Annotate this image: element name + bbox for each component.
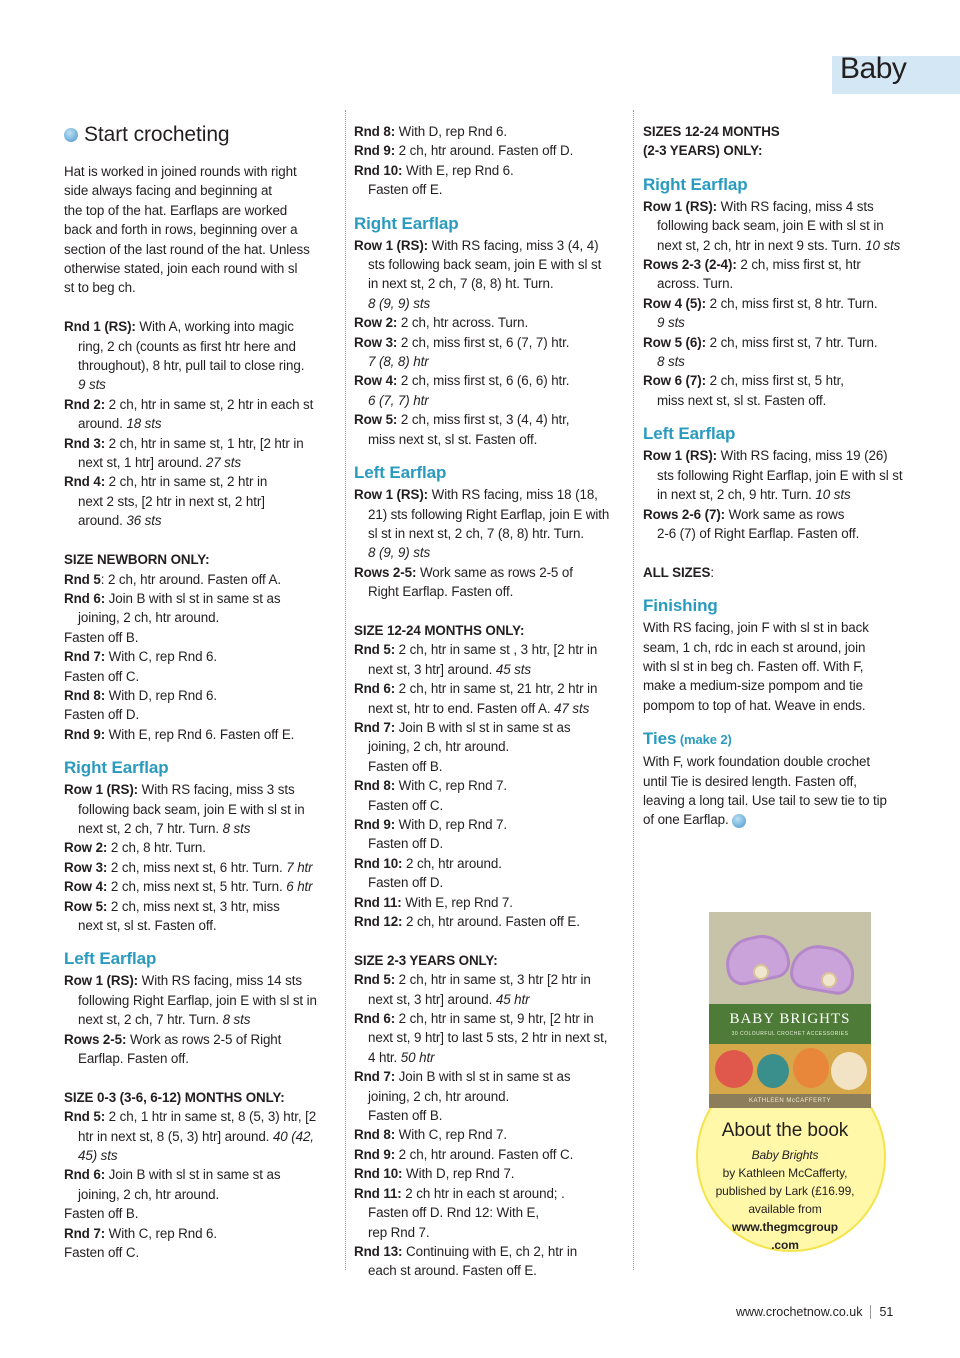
right-earflap-instructions: Row 1 (RS): With RS facing, miss 4 sts following back seam, join E with sl st in next st, 2 ch, htr in next 9 sts. Turn. 10 sts Rows 2-3 (2-4): 2 ch, miss first st, htr across. Turn. Row 4 (5): 2 ch, miss first st, 8 htr. Turn. 9 sts Row 5 (6): 2 ch, miss first st, 7 htr. Turn. 8 sts Row 6 (7): 2 ch, miss first st, 5 htr, miss next st, sl st. Fasten off. bbox=[643, 198, 901, 408]
left-earflap-instructions: Row 1 (RS): With RS facing, miss 18 (18, 21) sts following Right Earflap, join E with sl st in next st, 2 ch, 7 (8, 8) htr. Turn. 8 (9, 9) sts Rows 2-5: Work same as rows 2-5 of Right Earflap. Fasten off. bbox=[354, 487, 610, 600]
instruction-rnd-4: Rnd 4: 2 ch, htr in same st, 2 htr in next 2 sts, [2 htr in next st, 2 htr] around. 36 sts bbox=[64, 474, 268, 529]
rnd-8-10-instructions: Rnd 8: With D, rep Rnd 6. Rnd 9: 2 ch, htr around. Fasten off D. Rnd 10: With E, rep Rnd 6. Fasten off E. bbox=[354, 124, 574, 198]
size-2-3-years-heading: SIZE 2-3 YEARS ONLY: bbox=[354, 952, 498, 968]
left-earflap-instructions: Row 1 (RS): With RS facing, miss 14 sts following Right Earflap, join E with sl st in next st, 2 ch, 7 htr. Turn. 8 sts Rows 2-5: Work as rows 2-5 of Right Earflap. Fasten off. bbox=[64, 973, 317, 1067]
book-publisher: published by Lark (£16.99, bbox=[715, 1184, 855, 1198]
left-earflap-heading: Left Earflap bbox=[643, 424, 736, 444]
column-divider bbox=[633, 110, 634, 1270]
left-earflap-heading: Left Earflap bbox=[64, 949, 157, 969]
newborn-instructions: Rnd 5: 2 ch, htr around. Fasten off A. Rnd 6: Join B with sl st in same st as joining, 2 ch, htr around. Fasten off B. Rnd 7: With C, rep Rnd 6. Fasten off C. Rnd 8: With D, rep Rnd 6. Fasten off D. Rnd 9: With E, rep Rnd 6. Fasten off E. bbox=[64, 571, 295, 742]
size-newborn-heading: SIZE NEWBORN ONLY: bbox=[64, 552, 210, 568]
right-earflap-instructions: Row 1 (RS): With RS facing, miss 3 (4, 4) sts following back seam, join E with sl st in next st, 2 ch, 7 (8, 8) ht. Turn. 8 (9, 9) sts Row 2: 2 ch, htr across. Turn. Row 3: 2 ch, miss first st, 6 (7, 7) htr. 7 (8, 8) htr Row 4: 2 ch, miss first st, 6 (6, 6) htr. 6 (7, 7) htr Row 5: 2 ch, miss first st, 3 (4, 4) htr, miss next st, sl st. Fasten off. bbox=[354, 237, 602, 447]
footer-website[interactable]: www.crochetnow.co.uk bbox=[736, 1305, 863, 1319]
right-earflap-instructions: Row 1 (RS): With RS facing, miss 3 sts following back seam, join E with sl st in next st, 2 ch, 7 htr. Turn. 8 sts Row 2: 2 ch, 8 htr. Turn. Row 3: 2 ch, miss next st, 6 htr. Turn. 7 htr Row 4: 2 ch, miss next st, 5 htr. Turn. 6 htr Row 5: 2 ch, miss next st, 3 htr, miss next st, sl st. Fasten off. bbox=[64, 782, 313, 933]
yarn-ball-icon bbox=[64, 128, 78, 142]
book-cover-subtitle: 30 COLOURFUL CROCHET ACCESSORIES bbox=[731, 1031, 849, 1037]
size-12-24-heading: SIZE 12-24 MONTHS ONLY: bbox=[354, 622, 525, 638]
instruction-rnd-3: Rnd 3: 2 ch, htr in same st, 1 htr, [2 htr in next st, 1 htr] around. 27 sts bbox=[64, 435, 304, 471]
book-cover-title: BABY BRIGHTS bbox=[729, 1011, 851, 1027]
instruction-rnd-1: Rnd 1 (RS): With A, working into magic ring, 2 ch (counts as first htr here and throughout), 8 htr, pull tail to close ring. 9 sts bbox=[64, 319, 305, 393]
about-the-book-heading: About the book bbox=[721, 1120, 849, 1141]
page-number: 51 bbox=[879, 1305, 894, 1319]
size-0-3-heading: SIZE 0-3 (3-6, 6-12) MONTHS ONLY: bbox=[64, 1089, 285, 1105]
column-1 bbox=[64, 122, 340, 1262]
column-divider bbox=[345, 110, 346, 1270]
book-cover-image bbox=[709, 912, 871, 1108]
finishing-paragraph: With RS facing, join F with sl st in back seam, 1 ch, rdc in each st around, join with sl st in beg ch. Fasten off. With F, make a medium-size pompom and tie pompom to top of hat. Weave in ends. bbox=[643, 620, 869, 713]
right-earflap-heading: Right Earflap bbox=[643, 174, 748, 194]
book-author: by Kathleen McCafferty, bbox=[722, 1166, 848, 1180]
right-earflap-heading: Right Earflap bbox=[64, 758, 169, 778]
section-title: Baby bbox=[840, 52, 907, 85]
book-info-text bbox=[700, 1118, 870, 1254]
sizes-2-3-years-heading: (2-3 YEARS) ONLY: bbox=[643, 143, 763, 159]
sizes-12-24-heading: SIZES 12-24 MONTHS bbox=[643, 124, 780, 139]
intro-paragraph: Hat is worked in joined rounds with right side always facing and beginning at the top of the hat. Earflaps are worked back and forth in rows, beginning over a section of the last round of the hat. Unless otherwise stated, join each round with sl st to beg ch. bbox=[64, 164, 310, 296]
start-crocheting-heading: Start crocheting bbox=[64, 122, 340, 148]
all-sizes-heading: ALL SIZES: bbox=[643, 564, 714, 580]
right-earflap-heading: Right Earflap bbox=[354, 213, 459, 233]
book-availability: available from bbox=[748, 1202, 822, 1216]
left-earflap-heading: Left Earflap bbox=[354, 463, 447, 483]
ties-heading: Ties (make 2) bbox=[643, 729, 732, 749]
book-url-line-2[interactable]: .com bbox=[771, 1238, 799, 1252]
finishing-heading: Finishing bbox=[643, 596, 718, 616]
footer-divider bbox=[870, 1305, 871, 1319]
yarn-ball-end-icon bbox=[732, 814, 746, 828]
ties-paragraph: With F, work foundation double crochet until Tie is desired length. Fasten off, leaving a long tail. Use tail to sew tie to tip of one Earflap. bbox=[643, 754, 887, 828]
size-2-3-years-instructions: Rnd 5: 2 ch, htr in same st, 3 htr [2 htr in next st, 3 htr] around. 45 htr Rnd 6: 2 ch, htr in same st, 9 htr, [2 htr in next st, 9 htr] to last 5 sts, 2 htr in next st, 4 htr. 50 htr Rnd 7: Join B with sl st in same st as joining, 2 ch, htr around. Fasten off B. Rnd 8: With C, rep Rnd 7. Rnd 9: 2 ch, htr around. Fasten off C. Rnd 10: With D, rep Rnd 7. Rnd 11: 2 ch htr in each st around; . Fasten off D. Rnd 12: With E, rep Rnd 7. Rnd 13: Continuing with E, ch 2, htr in each st around. Fasten off E. bbox=[354, 972, 608, 1279]
book-title: Baby Brights bbox=[751, 1148, 819, 1162]
size-0-3-instructions: Rnd 5: 2 ch, 1 htr in same st, 8 (5, 3) htr, [2 htr in next st, 8 (5, 3) htr] around. 40 (42, 45) sts Rnd 6: Join B with sl st in same st as joining, 2 ch, htr around. Fasten off B. Rnd 7: With C, rep Rnd 6. Fasten off C. bbox=[64, 1109, 317, 1261]
left-earflap-instructions: Row 1 (RS): With RS facing, miss 19 (26) sts following Right Earflap, join E with sl st in next st, 2 ch, 9 htr. Turn. 10 sts Rows 2-6 (7): Work same as rows 2-6 (7) of Right Earflap. Fasten off. bbox=[643, 448, 903, 541]
page-footer bbox=[736, 1305, 893, 1319]
column-2 bbox=[354, 122, 626, 1281]
book-url-line-1[interactable]: www.thegmcgroup bbox=[731, 1220, 839, 1234]
instruction-rnd-2: Rnd 2: 2 ch, htr in same st, 2 htr in each st around. 18 sts bbox=[64, 396, 314, 432]
column-3 bbox=[643, 122, 918, 830]
size-12-24-instructions: Rnd 5: 2 ch, htr in same st , 3 htr, [2 htr in next st, 3 htr] around. 45 sts Rnd 6: 2 ch, htr in same st, 21 htr, 2 htr in next st, htr to end. Fasten off A. 47 sts Rnd 7: Join B with sl st in same st as joining, 2 ch, htr around. Fasten off B. Rnd 8: With C, rep Rnd 7. Fasten off C. Rnd 9: With D, rep Rnd 7. Fasten off D. Rnd 10: 2 ch, htr around. Fasten off D. Rnd 11: With E, rep Rnd 7. Rnd 12: 2 ch, htr around. Fasten off E. bbox=[354, 642, 598, 930]
book-cover-author: KATHLEEN McCAFFERTY bbox=[709, 1094, 871, 1108]
